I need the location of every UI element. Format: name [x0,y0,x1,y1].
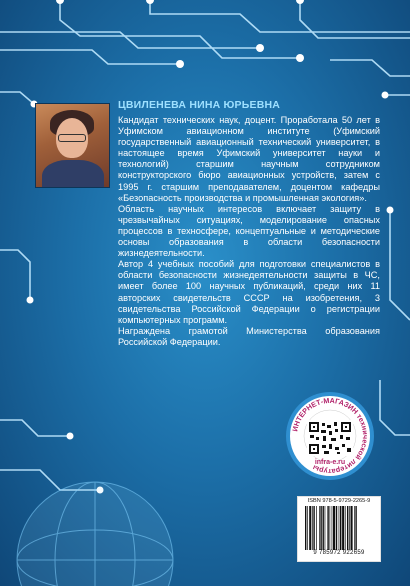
store-url: infra-e.ru [314,459,346,466]
bio-paragraph: Награждена грамотой Министерства образования Российской Федерации. [118,325,380,347]
author-biography [118,115,380,348]
barcode-digits: 9 785972 922659 [313,550,365,556]
bio-paragraph: Область научных интересов включает защиту в чрезвычайных ситуациях, моделирование опасных процессов в техносфере, концептуальные и методические основы образования в области безопасности жизнедеятельности. [118,203,380,259]
bio-paragraph: Кандидат технических наук, доцент. Проработала 50 лет в Уфимском авиационном институте (Уфимский государственный авиационный технический университет, в настоящее время Уфимский университет науки и технологий) старшим научным сотрудником конструкторского бюро авиационных устройств, затем с 1995 г. старшим преподавателем, доцентом кафедры «Безопасность производства и промышленная экология». [118,115,380,203]
isbn-label: ISBN 978-5-9729-2265-9 [307,498,371,504]
qr-code [307,420,353,456]
author-name: ЦВИЛЕНЕВА НИНА ЮРЬЕВНА [118,99,281,111]
barcode [304,506,374,550]
author-photo [35,103,110,188]
stamp-ring-text: ИНТЕРНЕТ-МАГАЗИН технической литературы [290,395,371,477]
bio-paragraph: Автор 4 учебных пособий для подготовки специалистов в области безопасности жизнедеятельности защиты в ЧС, имеет более 100 научных публикаций, среди них 11 авторских свидетельств СССР на изобретения, 3 свидетельства Российской Федерации о регистрации компьютерных программ. [118,259,380,325]
isbn-barcode-block [297,496,381,562]
